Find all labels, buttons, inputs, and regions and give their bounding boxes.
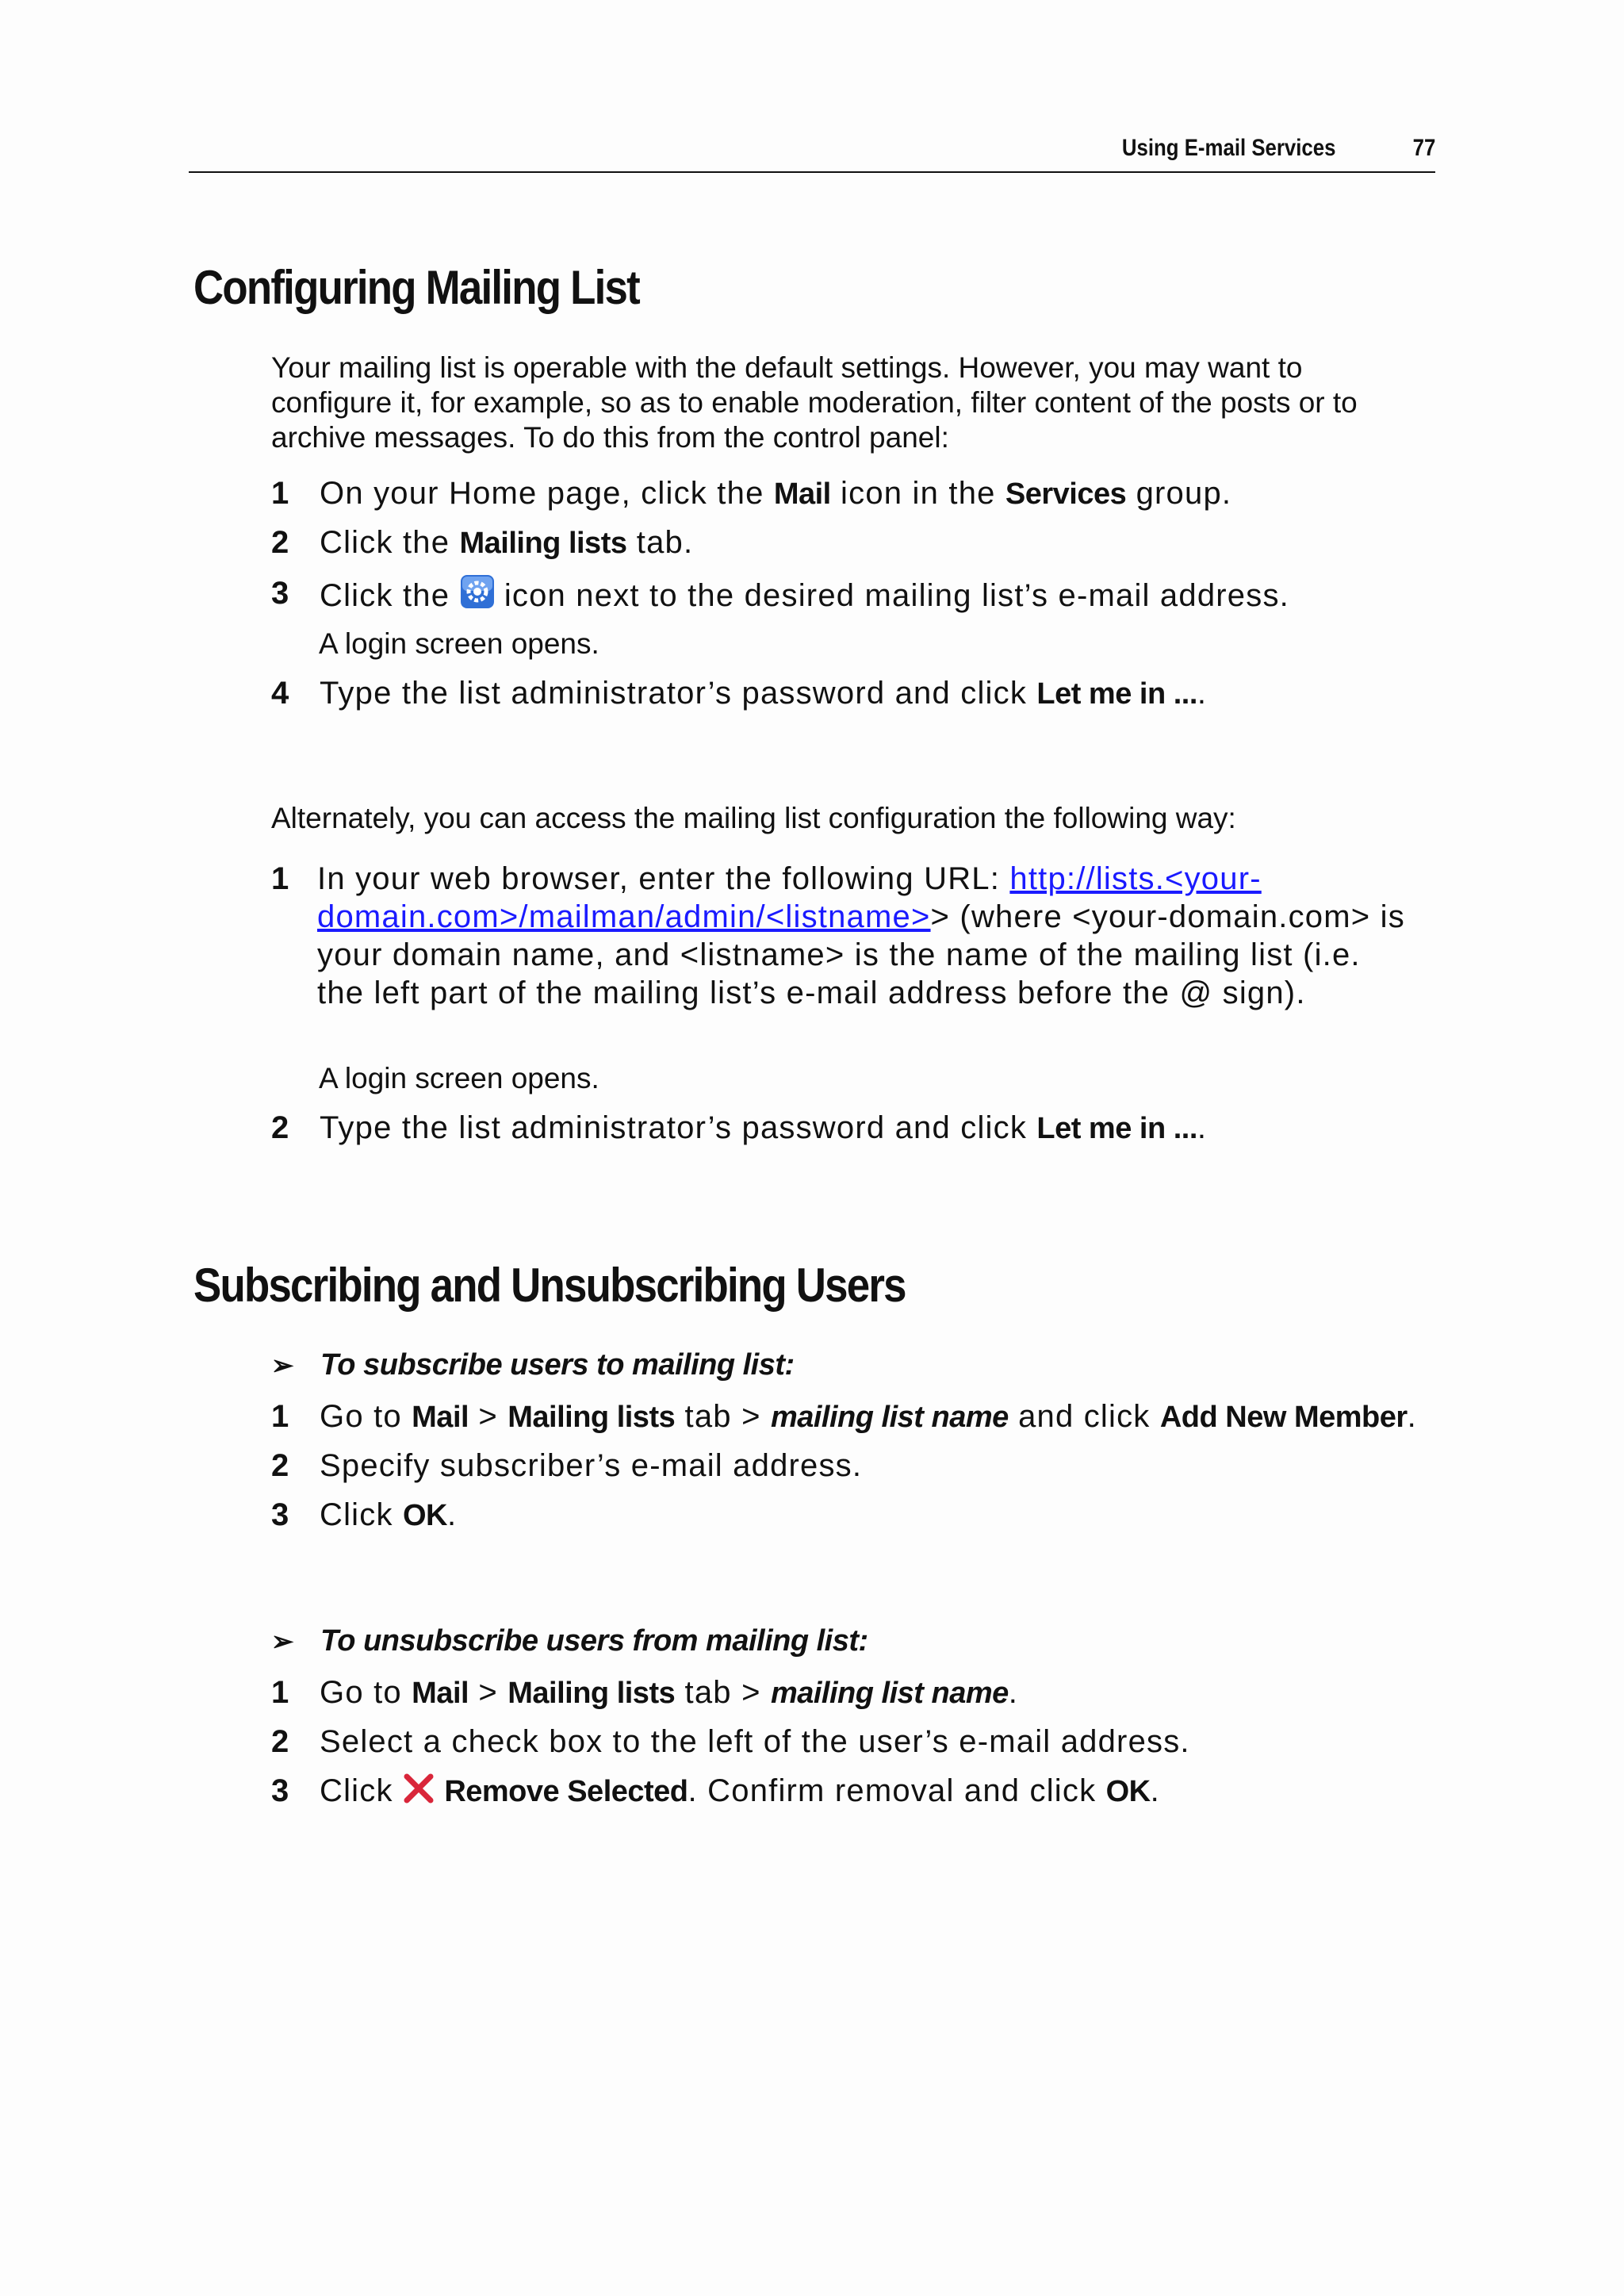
step-text: Click Remove Selected. Confirm removal and click OK. — [320, 1772, 1422, 1813]
step-number: 1 — [271, 861, 289, 896]
arrow-bullet-icon: ➢ — [271, 1351, 293, 1381]
step-number: 4 — [271, 676, 289, 711]
step-text: Select a check box to the left of the user’s e-mail address. — [320, 1724, 1190, 1759]
admin-url-link[interactable]: http://lists.<your-domain.com>/mailman/admin/<listname> — [317, 861, 1262, 934]
step-text: Go to Mail > Mailing lists tab > mailing list name and click Add New Member. — [320, 1399, 1417, 1434]
step-text: In your web browser, enter the following URL: http://lists.<your-domain.com>/mailman/admin/<listname>> (where <your-domain.com> is your domain name, and <listname> is the name of the mailing list (i.e. the left part of the mailing list’s e-mail address before the @ sign). — [317, 861, 1405, 1010]
step-number: 2 — [271, 1110, 289, 1145]
step-text: Click the icon next to the desired mailing list’s e-mail address. — [320, 574, 1422, 618]
step-number: 1 — [271, 1399, 289, 1434]
red-x-icon — [403, 1773, 435, 1813]
step-text: Click the Mailing lists tab. — [320, 525, 694, 560]
step-text: On your Home page, click the Mail icon in the Services group. — [320, 476, 1232, 511]
step-number: 2 — [271, 1724, 289, 1759]
section-title-subscribing: Subscribing and Unsubscribing Users — [193, 1259, 906, 1312]
header-section-title: Using E-mail Services — [1121, 135, 1335, 161]
step-number: 1 — [271, 476, 289, 511]
running-header — [189, 133, 1435, 173]
intro-paragraph: Your mailing list is operable with the default settings. However, you may want to configure it, for example, so as to enable moderation, filter content of the posts or to archive messages. To do this from the control panel: — [271, 351, 1358, 454]
alt-step-1-note: A login screen opens. — [319, 1062, 599, 1094]
step-number: 3 — [271, 576, 289, 611]
step-number: 3 — [271, 1773, 289, 1808]
step-number: 2 — [271, 525, 289, 560]
alternate-intro: Alternately, you can access the mailing list configuration the following way: — [271, 802, 1236, 834]
procedure-heading-subscribe: ➢ To subscribe users to mailing list: — [271, 1347, 795, 1384]
step-text: Type the list administrator’s password and click Let me in .... — [320, 676, 1208, 711]
step-3-note: A login screen opens. — [319, 627, 599, 660]
step-text: Go to Mail > Mailing lists tab > mailing list name. — [320, 1675, 1019, 1710]
step-text: Specify subscriber’s e-mail address. — [320, 1448, 863, 1483]
page-number: 77 — [1412, 135, 1435, 161]
arrow-bullet-icon: ➢ — [271, 1627, 293, 1657]
step-number: 1 — [271, 1675, 289, 1710]
step-number: 3 — [271, 1497, 289, 1532]
settings-gear-icon — [460, 574, 495, 618]
section-title-configuring: Configuring Mailing List — [193, 261, 639, 314]
step-text: Click OK. — [320, 1497, 458, 1532]
step-number: 2 — [271, 1448, 289, 1483]
procedure-heading-unsubscribe: ➢ To unsubscribe users from mailing list: — [271, 1623, 868, 1660]
step-text: Type the list administrator’s password and click Let me in .... — [320, 1110, 1208, 1145]
